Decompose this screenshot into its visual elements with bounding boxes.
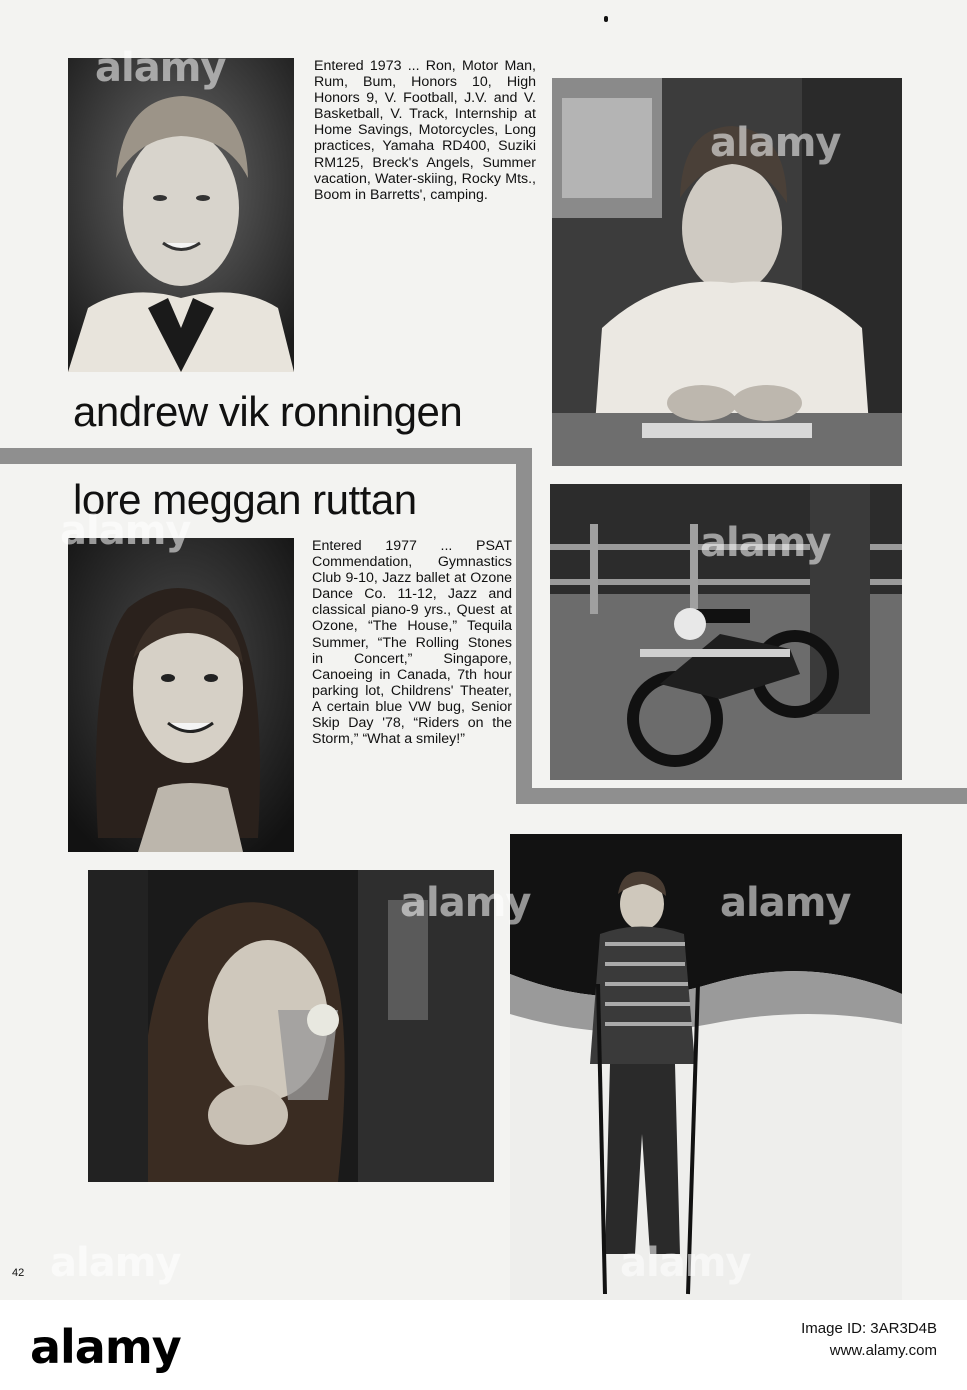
watermark-2: alamy <box>710 120 841 166</box>
watermark-7: alamy <box>50 1240 181 1286</box>
watermark-8: alamy <box>620 1240 751 1286</box>
watermark-6: alamy <box>720 880 851 926</box>
ruttan-portrait-photo <box>68 538 294 852</box>
watermark-5: alamy <box>400 880 531 926</box>
ronningen-name-heading: andrew vik ronningen <box>73 388 463 435</box>
page-number: 42 <box>12 1267 25 1279</box>
ronningen-bio: Entered 1973 ... Ron, Motor Man, Rum, Bum, Honors 10, High Honors 9, V. Football, J.V. and V. Basketball, V. Track, Internship at Home Savings, Motorcycles, Long practices, Yamaha RD400, Suziki RM125, Breck's Angels, Summer vacation, Water-skiing, Rocky Mts., Boom in Barretts', camping. <box>314 58 536 203</box>
speck-mark <box>604 16 608 22</box>
watermark-1: alamy <box>95 45 226 91</box>
divider-rule-bottom <box>516 788 967 804</box>
divider-rule-horizontal <box>0 448 532 464</box>
divider-rule-vertical <box>516 448 532 804</box>
ruttan-bio: Entered 1977 ... PSAT Commendation, Gymnastics Club 9-10, Jazz ballet at Ozone Dance Co. 11-12, Jazz and classical piano-9 yrs., Quest at Ozone, “The House,” Tequila Summer, “The Rolling Stones in Concert,” Singapore, Canoeing in Canada, 7th hour parking lot, Childrens' Theater, A certain blue VW bug, Senior Skip Day '78, “Riders on the Storm,” “What a smiley!” <box>312 538 512 748</box>
footer-info <box>801 1318 937 1362</box>
footer-url: www.alamy.com <box>829 1342 937 1359</box>
stock-footer <box>0 1300 967 1390</box>
alamy-logo: alamy <box>30 1320 181 1374</box>
ronningen-portrait-photo <box>68 58 294 372</box>
watermark-3: alamy <box>60 508 191 554</box>
watermark-4: alamy <box>700 520 831 566</box>
image-id-label: Image ID: 3AR3D4B <box>801 1320 937 1337</box>
ruttan-name-heading: lore meggan ruttan <box>73 476 417 523</box>
